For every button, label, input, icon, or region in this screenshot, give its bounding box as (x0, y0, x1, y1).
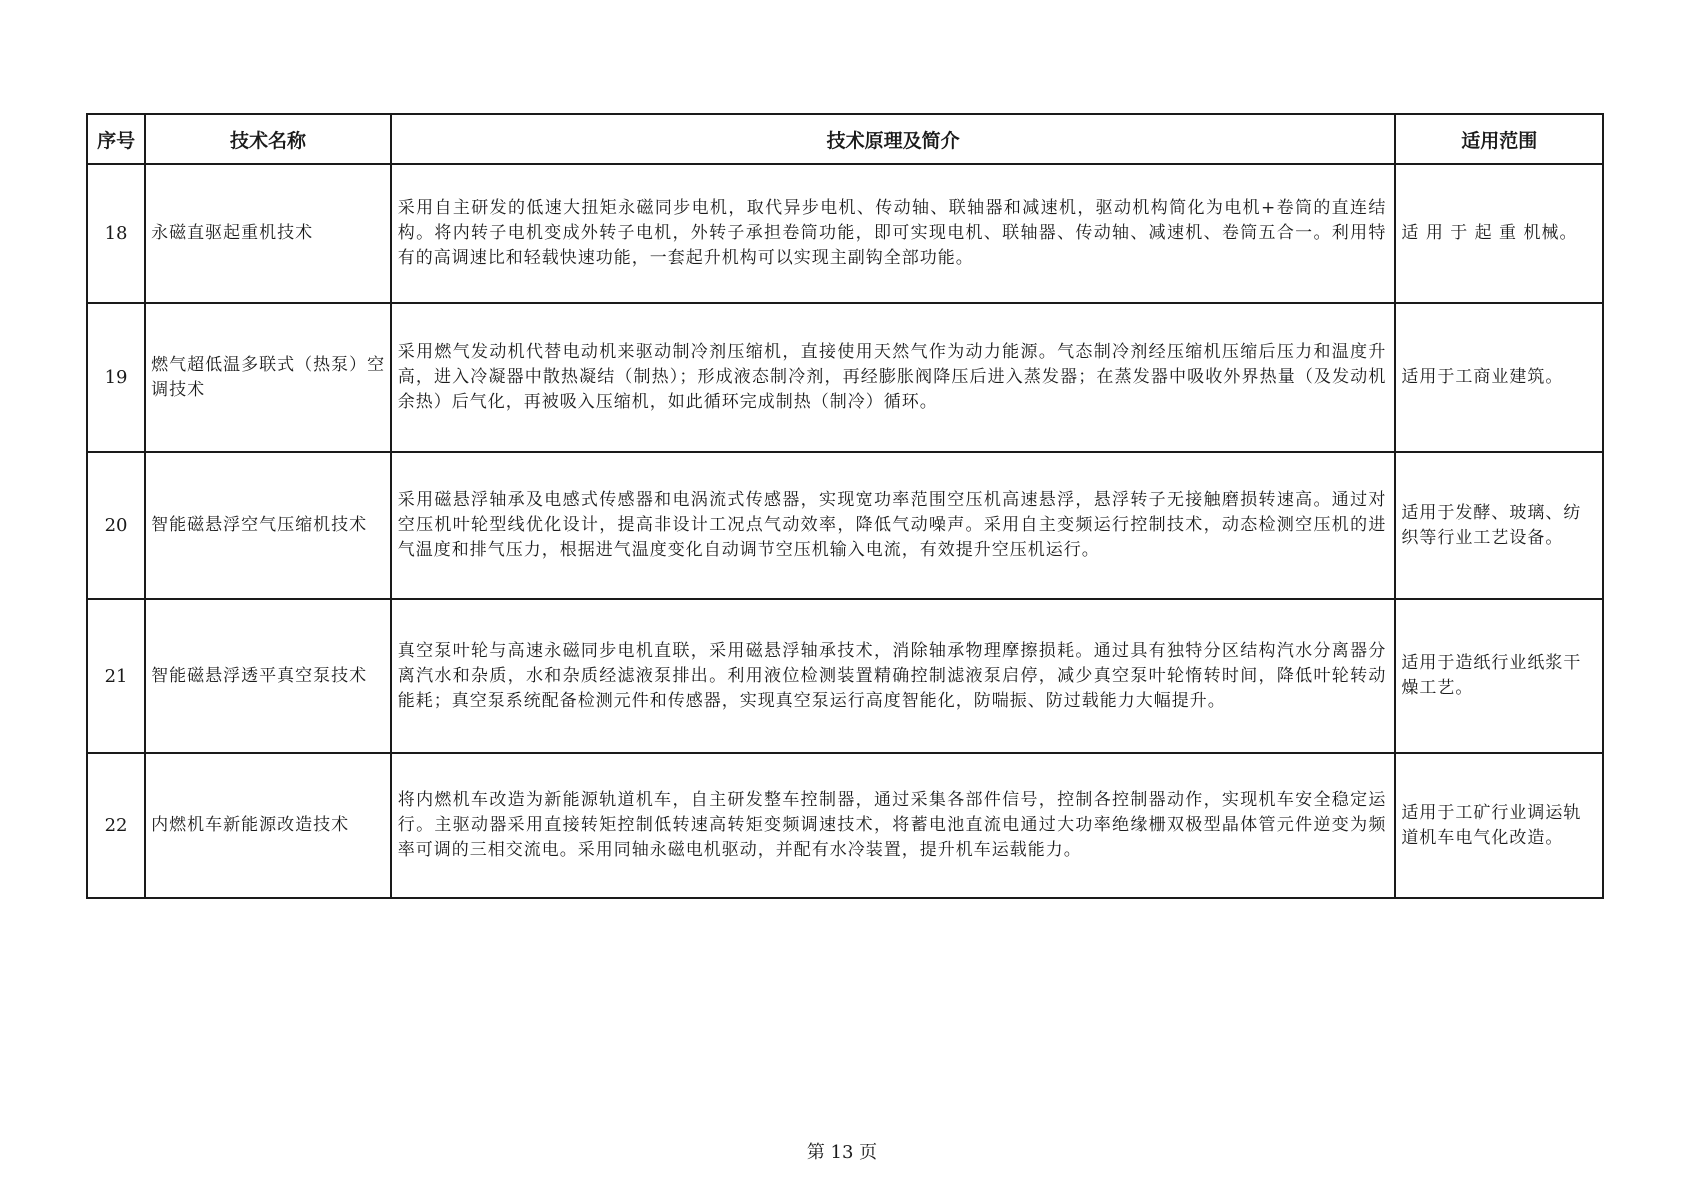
row-scope: 适用于发酵、玻璃、纺织等行业工艺设备。 (1395, 452, 1603, 599)
row-name: 智能磁悬浮空气压缩机技术 (145, 452, 391, 599)
table-row (87, 164, 1603, 303)
row-scope: 适用于工矿行业调运轨道机车电气化改造。 (1395, 753, 1603, 898)
row-no: 21 (87, 599, 145, 753)
row-scope: 适 用 于 起 重 机械。 (1395, 164, 1603, 303)
header-no: 序号 (87, 114, 145, 164)
row-no: 18 (87, 164, 145, 303)
technology-table (86, 113, 1604, 899)
header-description: 技术原理及简介 (391, 114, 1396, 164)
row-no: 19 (87, 303, 145, 452)
table-body (87, 164, 1603, 898)
row-no: 22 (87, 753, 145, 898)
page-number: 第 13 页 (806, 1142, 878, 1163)
row-description: 将内燃机车改造为新能源轨道机车，自主研发整车控制器，通过采集各部件信号，控制各控制器动作，实现机车安全稳定运行。主驱动器采用直接转矩控制低转速高转矩变频调速技术，将蓄电池直流电通过大功率绝缘栅双极型晶体管元件逆变为频率可调的三相交流电。采用同轴永磁电机驱动，并配有水冷装置，提升机车运载能力。 (391, 753, 1396, 898)
row-description: 采用磁悬浮轴承及电感式传感器和电涡流式传感器，实现宽功率范围空压机高速悬浮，悬浮转子无接触磨损转速高。通过对空压机叶轮型线优化设计，提高非设计工况点气动效率，降低气动噪声。采用自主变频运行控制技术，动态检测空压机的进气温度和排气压力，根据进气温度变化自动调节空压机输入电流，有效提升空压机运行。 (391, 452, 1396, 599)
header-name: 技术名称 (145, 114, 391, 164)
row-description: 采用燃气发动机代替电动机来驱动制冷剂压缩机，直接使用天然气作为动力能源。气态制冷剂经压缩机压缩后压力和温度升高，进入冷凝器中散热凝结（制热）；形成液态制冷剂，再经膨胀阀降压后进入蒸发器；在蒸发器中吸收外界热量（及发动机余热）后气化，再被吸入压缩机，如此循环完成制热（制冷）循环。 (391, 303, 1396, 452)
row-name: 内燃机车新能源改造技术 (145, 753, 391, 898)
row-no: 20 (87, 452, 145, 599)
table-row (87, 599, 1603, 753)
row-name: 永磁直驱起重机技术 (145, 164, 391, 303)
header-row (87, 114, 1603, 164)
row-description: 真空泵叶轮与高速永磁同步电机直联，采用磁悬浮轴承技术，消除轴承物理摩擦损耗。通过具有独特分区结构汽水分离器分离汽水和杂质，水和杂质经滤液泵排出。利用液位检测装置精确控制滤液泵启停，减少真空泵叶轮惰转时间，降低叶轮转动能耗；真空泵系统配备检测元件和传感器，实现真空泵运行高度智能化，防喘振、防过载能力大幅提升。 (391, 599, 1396, 753)
table-header (87, 114, 1603, 164)
row-name: 智能磁悬浮透平真空泵技术 (145, 599, 391, 753)
row-scope: 适用于造纸行业纸浆干燥工艺。 (1395, 599, 1603, 753)
row-description: 采用自主研发的低速大扭矩永磁同步电机，取代异步电机、传动轴、联轴器和减速机，驱动机构简化为电机+卷筒的直连结构。将内转子电机变成外转子电机，外转子承担卷筒功能，即可实现电机、联轴器、传动轴、减速机、卷筒五合一。利用特有的高调速比和轻载快速功能，一套起升机构可以实现主副钩全部功能。 (391, 164, 1396, 303)
row-scope: 适用于工商业建筑。 (1395, 303, 1603, 452)
table-row (87, 303, 1603, 452)
table-row (87, 753, 1603, 898)
row-name: 燃气超低温多联式（热泵）空调技术 (145, 303, 391, 452)
table-row (87, 452, 1603, 599)
header-scope: 适用范围 (1395, 114, 1603, 164)
